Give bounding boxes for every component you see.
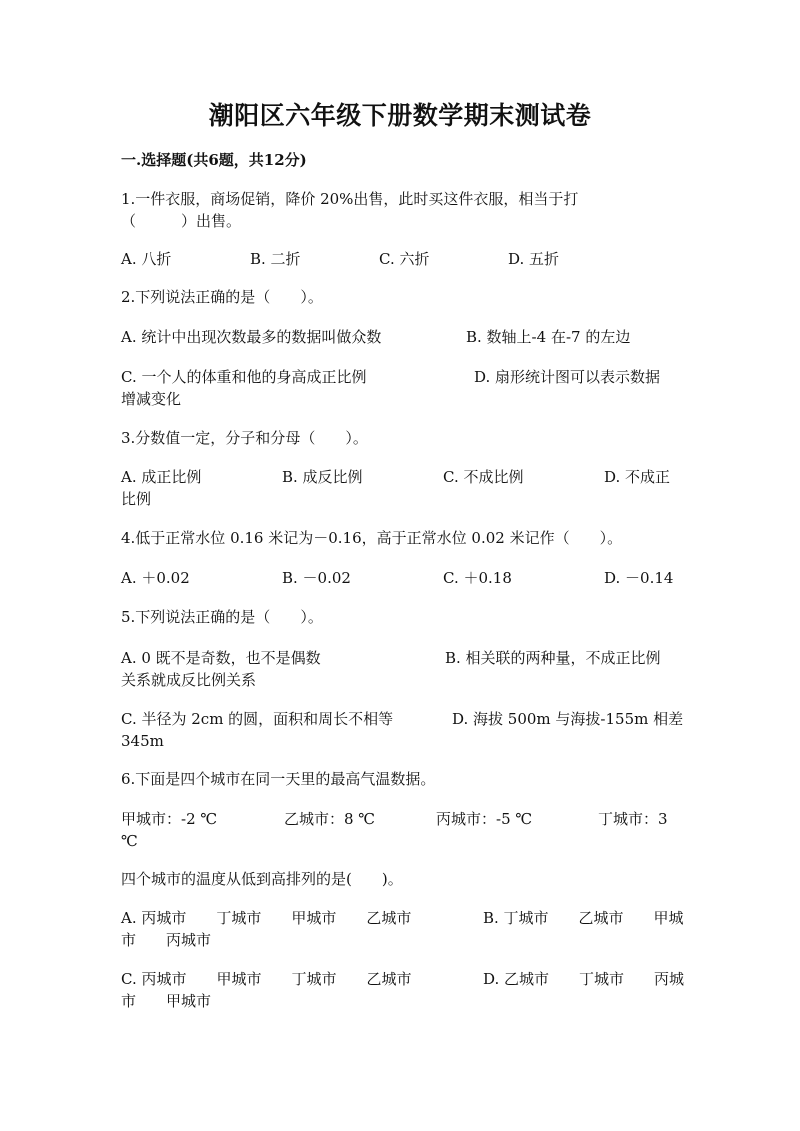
q6-option-c: C. 丙城市 甲城市 丁城市 乙城市: [121, 970, 412, 988]
q5-option-a: A. 0 既不是奇数，也不是偶数: [121, 649, 321, 667]
q3-option-c: C. 不成比例: [443, 468, 524, 486]
q5-option-c: C. 半径为 2cm 的圆，面积和周长不相等: [121, 710, 394, 728]
q4-stem: 4.低于正常水位 0.16 米记为－0.16，高于正常水位 0.02 米记作（ ）。: [121, 529, 623, 547]
q3-option-b: B. 成反比例: [282, 468, 363, 486]
q4-option-d: D. －0.14: [604, 569, 674, 587]
q1-option-a: A. 八折: [121, 250, 172, 268]
q6-city-yi: 乙城市：8 ℃: [284, 810, 376, 828]
q5-option-d-cont: 345m: [121, 732, 164, 750]
q3-option-a: A. 成正比例: [121, 468, 202, 486]
q6-option-a: A. 丙城市 丁城市 甲城市 乙城市: [121, 909, 412, 927]
q2-option-d: D. 扇形统计图可以表示数据: [474, 368, 661, 386]
q5-stem: 5.下列说法正确的是（ ）。: [121, 608, 323, 626]
q5-option-b-cont: 关系就成反比例关系: [121, 671, 257, 689]
q6-city-bing: 丙城市：-5 ℃: [436, 810, 533, 828]
q6-city-ding: 丁城市：3: [598, 810, 668, 828]
q6-option-d: D. 乙城市 丁城市 丙城: [483, 970, 685, 988]
q4-option-b: B. －0.02: [282, 569, 351, 587]
q6-option-b-cont: 市 丙城市: [121, 931, 212, 949]
q2-option-b: B. 数轴上-4 在-7 的左边: [466, 328, 631, 346]
q4-option-a: A. ＋0.02: [121, 569, 190, 587]
q6-city-jia: 甲城市：-2 ℃: [121, 810, 218, 828]
q3-option-d-cont: 比例: [121, 490, 152, 508]
q6-stem: 6.下面是四个城市在同一天里的最高气温数据。: [121, 770, 436, 788]
q6-city-ding-unit: ℃: [121, 832, 138, 850]
q2-option-c: C. 一个人的体重和他的身高成正比例: [121, 368, 367, 386]
q6-option-b: B. 丁城市 乙城市 甲城: [483, 909, 684, 927]
q2-stem: 2.下列说法正确的是（ ）。: [121, 288, 323, 306]
q6-question: 四个城市的温度从低到高排列的是( )。: [121, 870, 403, 888]
q3-stem: 3.分数值一定，分子和分母（ ）。: [121, 429, 368, 447]
page-title: 潮阳区六年级下册数学期末测试卷: [208, 101, 592, 130]
q5-option-d: D. 海拔 500m 与海拔-155m 相差: [452, 710, 684, 728]
q5-option-b: B. 相关联的两种量，不成正比例: [445, 649, 661, 667]
section-heading: 一.选择题(共6题，共12分): [121, 151, 307, 169]
q3-option-d: D. 不成正: [604, 468, 671, 486]
q1-stem: 1.一件衣服，商场促销，降价 20%出售，此时买这件衣服，相当于打: [121, 190, 579, 208]
q4-option-c: C. ＋0.18: [443, 569, 512, 587]
q2-option-d-cont: 增减变化: [121, 390, 182, 408]
q1-option-c: C. 六折: [379, 250, 430, 268]
q1-option-b: B. 二折: [250, 250, 301, 268]
q2-option-a: A. 统计中出现次数最多的数据叫做众数: [121, 328, 382, 346]
q1-stem-cont: （ ）出售。: [121, 212, 242, 230]
q1-option-d: D. 五折: [508, 250, 560, 268]
q6-option-d-cont: 市 甲城市: [121, 992, 212, 1010]
